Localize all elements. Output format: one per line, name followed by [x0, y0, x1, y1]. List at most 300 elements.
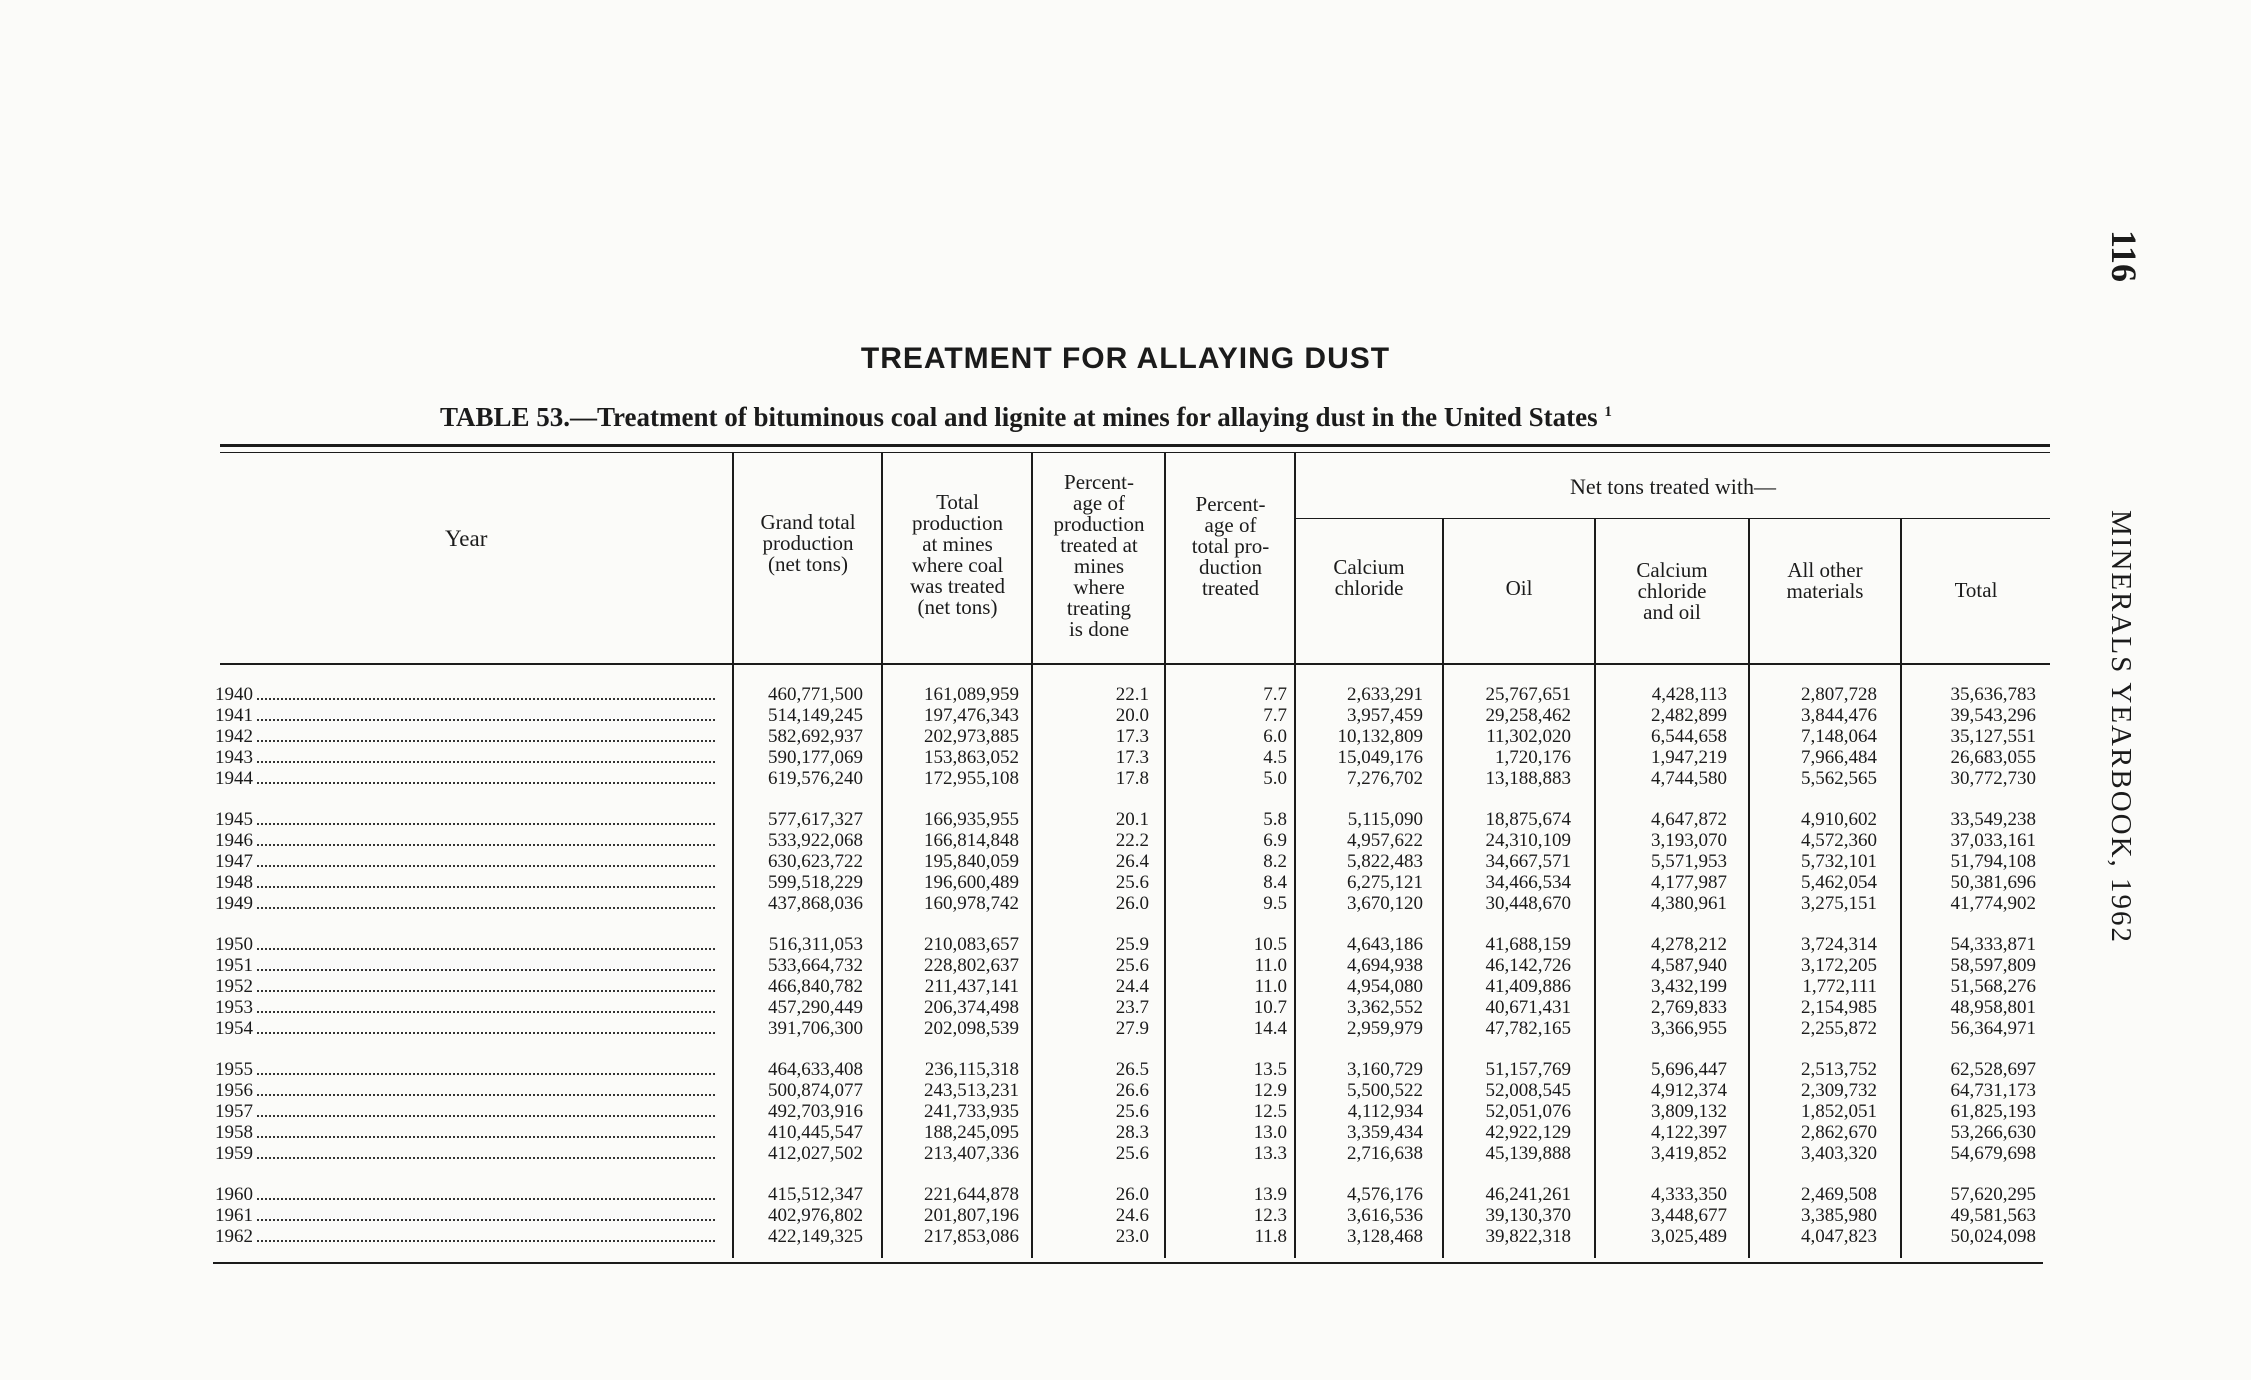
data-cell: 4,694,938	[1347, 955, 1423, 976]
data-cell: 22.1	[1115, 684, 1149, 705]
spacer-cell	[215, 1039, 2036, 1059]
header-line: and oil	[1643, 600, 1701, 624]
data-cell: 12.3	[1253, 1205, 1287, 1226]
year-value: 1957	[215, 1101, 256, 1122]
data-cell: 46,241,261	[1485, 1184, 1571, 1205]
header-line: Grand total	[760, 510, 856, 534]
data-cell: 37,033,161	[1950, 830, 2036, 851]
year-cell	[215, 1101, 723, 1122]
header-calcium-chloride-oil	[1596, 560, 1748, 623]
header-line: production	[912, 511, 1003, 535]
caption-text: TABLE 53.—Treatment of bituminous coal and lignite at mines for allaying dust in the United States	[440, 402, 1598, 432]
spacer-cell	[215, 1164, 2036, 1184]
data-cell: 41,774,902	[1950, 893, 2036, 914]
data-cell: 57,620,295	[1950, 1184, 2036, 1205]
data-cell: 437,868,036	[768, 893, 863, 914]
table-row	[215, 1184, 2036, 1205]
header-other-materials	[1750, 560, 1900, 602]
data-cell: 34,466,534	[1485, 872, 1571, 893]
data-cell: 402,976,802	[768, 1205, 863, 1226]
data-cell: 11.0	[1254, 976, 1287, 997]
data-cell: 17.3	[1115, 726, 1149, 747]
header-line: production	[1053, 512, 1145, 536]
spacer-cell	[215, 914, 2036, 934]
year-cell	[215, 1059, 723, 1080]
data-cell: 492,703,916	[768, 1101, 863, 1122]
data-cell: 160,978,742	[924, 893, 1019, 914]
data-cell: 29,258,462	[1485, 705, 1571, 726]
data-cell: 8.2	[1263, 851, 1287, 872]
data-cell: 3,403,320	[1801, 1143, 1877, 1164]
data-cell: 464,633,408	[768, 1059, 863, 1080]
year-value: 1955	[215, 1059, 256, 1080]
data-cell: 24.6	[1115, 1205, 1149, 1226]
table-row	[215, 893, 2036, 914]
year-value: 1962	[215, 1226, 256, 1247]
data-cell: 202,973,885	[924, 726, 1019, 747]
data-cell: 12.9	[1253, 1080, 1287, 1101]
year-cell	[215, 1184, 723, 1205]
data-cell: 3,809,132	[1651, 1101, 1727, 1122]
data-cell: 412,027,502	[768, 1143, 863, 1164]
header-line: treating	[1066, 596, 1132, 620]
data-cell: 11.0	[1254, 955, 1287, 976]
data-cell: 35,127,551	[1950, 726, 2036, 747]
data-cell: 217,853,086	[924, 1226, 1019, 1247]
header-line: at mines	[922, 532, 993, 556]
data-cell: 12.5	[1253, 1101, 1287, 1122]
year-value: 1949	[215, 893, 256, 914]
data-cell: 5,462,054	[1801, 872, 1877, 893]
data-cell: 3,193,070	[1651, 830, 1727, 851]
year-cell	[215, 934, 723, 955]
table-row	[215, 768, 2036, 789]
data-cell: 4,047,823	[1801, 1226, 1877, 1247]
data-cell: 6,544,658	[1651, 726, 1727, 747]
header-line: was treated	[909, 574, 1006, 598]
data-cell: 2,716,638	[1347, 1143, 1423, 1164]
year-value: 1960	[215, 1184, 256, 1205]
data-cell: 1,852,051	[1801, 1101, 1877, 1122]
table-row	[215, 997, 2036, 1018]
leader-dots	[257, 1157, 715, 1159]
leader-dots	[257, 1219, 715, 1221]
header-calcium-chloride	[1296, 557, 1442, 599]
data-cell: 41,688,159	[1485, 934, 1571, 955]
data-cell: 3,724,314	[1801, 934, 1877, 955]
data-cell: 236,115,318	[924, 1059, 1019, 1080]
data-cell: 5,696,447	[1651, 1059, 1727, 1080]
year-cell	[215, 1080, 723, 1101]
table-row	[215, 684, 2036, 705]
data-cell: 3,432,199	[1651, 976, 1727, 997]
data-cell: 410,445,547	[768, 1122, 863, 1143]
data-cell: 4,112,934	[1347, 1101, 1423, 1122]
header-year: Year	[445, 526, 488, 551]
data-cell: 53,266,630	[1950, 1122, 2036, 1143]
table-row	[215, 705, 2036, 726]
data-cell: 4,643,186	[1347, 934, 1423, 955]
table-row	[215, 726, 2036, 747]
header-line: Total	[936, 490, 979, 514]
data-cell: 4,333,350	[1651, 1184, 1727, 1205]
data-cell: 4,954,080	[1347, 976, 1423, 997]
leader-dots	[257, 1115, 715, 1117]
leader-dots	[257, 1136, 715, 1138]
data-cell: 8.4	[1263, 872, 1287, 893]
data-cell: 3,957,459	[1347, 705, 1423, 726]
group-spacer	[215, 1039, 2036, 1059]
leader-dots	[257, 782, 715, 784]
data-cell: 23.0	[1115, 1226, 1149, 1247]
group-header-rule	[1296, 518, 2050, 519]
data-cell: 25,767,651	[1485, 684, 1571, 705]
leader-dots	[257, 907, 715, 909]
year-value: 1952	[215, 976, 256, 997]
data-cell: 25.6	[1115, 1143, 1149, 1164]
table-row	[215, 1080, 2036, 1101]
group-spacer	[215, 789, 2036, 809]
data-cell: 2,482,899	[1651, 705, 1727, 726]
header-line: is done	[1068, 617, 1130, 641]
group-spacer	[215, 914, 2036, 934]
data-cell: 13.5	[1253, 1059, 1287, 1080]
data-cell: 201,807,196	[924, 1205, 1019, 1226]
header-line: materials	[1786, 579, 1864, 603]
data-cell: 5.8	[1263, 809, 1287, 830]
data-cell: 45,139,888	[1485, 1143, 1571, 1164]
data-cell: 202,098,539	[924, 1018, 1019, 1039]
year-value: 1954	[215, 1018, 256, 1039]
data-cell: 30,448,670	[1485, 893, 1571, 914]
data-cell: 1,947,219	[1651, 747, 1727, 768]
data-cell: 466,840,782	[768, 976, 863, 997]
data-cell: 172,955,108	[924, 768, 1019, 789]
data-cell: 62,528,697	[1950, 1059, 2036, 1080]
data-cell: 196,600,489	[924, 872, 1019, 893]
group-spacer	[215, 1164, 2036, 1184]
data-cell: 197,476,343	[924, 705, 1019, 726]
header-line: mines	[1073, 554, 1125, 578]
data-cell: 3,359,434	[1347, 1122, 1423, 1143]
table-row	[215, 934, 2036, 955]
header-oil	[1444, 578, 1594, 599]
data-cell: 599,518,229	[768, 872, 863, 893]
data-cell: 52,008,545	[1485, 1080, 1571, 1101]
data-cell: 9.5	[1263, 893, 1287, 914]
header-line: age of	[1204, 513, 1257, 537]
data-cell: 2,862,670	[1801, 1122, 1877, 1143]
year-value: 1947	[215, 851, 256, 872]
data-cell: 6,275,121	[1347, 872, 1423, 893]
table-row	[215, 830, 2036, 851]
year-cell	[215, 684, 723, 705]
data-cell: 13,188,883	[1485, 768, 1571, 789]
table-caption	[440, 402, 1612, 433]
data-cell: 50,024,098	[1950, 1226, 2036, 1247]
year-value: 1942	[215, 726, 256, 747]
leader-dots	[257, 948, 715, 950]
header-line: where coal	[911, 553, 1004, 577]
data-cell: 54,679,698	[1950, 1143, 2036, 1164]
year-value: 1941	[215, 705, 256, 726]
data-cell: 4,910,602	[1801, 809, 1877, 830]
year-value: 1946	[215, 830, 256, 851]
data-cell: 210,083,657	[924, 934, 1019, 955]
data-cell: 48,958,801	[1950, 997, 2036, 1018]
data-cell: 4,744,580	[1651, 768, 1727, 789]
data-cell: 3,670,120	[1347, 893, 1423, 914]
header-grand-total	[735, 512, 881, 575]
data-cell: 166,935,955	[924, 809, 1019, 830]
data-cell: 11.8	[1254, 1226, 1287, 1247]
data-cell: 10.7	[1253, 997, 1287, 1018]
data-cell: 64,731,173	[1950, 1080, 2036, 1101]
header-line: duction	[1199, 555, 1262, 579]
data-cell: 4,647,872	[1651, 809, 1727, 830]
year-cell	[215, 893, 723, 914]
data-cell: 27.9	[1115, 1018, 1149, 1039]
leader-dots	[257, 1032, 715, 1034]
data-cell: 61,825,193	[1950, 1101, 2036, 1122]
year-cell	[215, 955, 723, 976]
data-cell: 5,822,483	[1347, 851, 1423, 872]
data-cell: 39,822,318	[1485, 1226, 1571, 1247]
leader-dots	[257, 1073, 715, 1075]
data-cell: 26.4	[1115, 851, 1149, 872]
data-cell: 3,025,489	[1651, 1226, 1727, 1247]
header-line: chloride	[1334, 576, 1404, 600]
year-value: 1950	[215, 934, 256, 955]
header-line: chloride	[1637, 579, 1707, 603]
data-cell: 26.0	[1115, 893, 1149, 914]
data-cell: 51,568,276	[1950, 976, 2036, 997]
table-row	[215, 1101, 2036, 1122]
data-cell: 50,381,696	[1950, 872, 2036, 893]
data-cell: 2,807,728	[1801, 684, 1877, 705]
year-cell	[215, 726, 723, 747]
header-total	[1902, 580, 2050, 601]
data-cell: 7,148,064	[1801, 726, 1877, 747]
data-cell: 2,513,752	[1801, 1059, 1877, 1080]
data-cell: 52,051,076	[1485, 1101, 1571, 1122]
leader-dots	[257, 990, 715, 992]
header-line: Percent-	[1064, 470, 1134, 494]
data-cell: 533,922,068	[768, 830, 863, 851]
table-row	[215, 1059, 2036, 1080]
header-line: Calcium	[1333, 555, 1405, 579]
leader-dots	[257, 886, 715, 888]
data-cell: 41,409,886	[1485, 976, 1571, 997]
data-cell: 213,407,336	[924, 1143, 1019, 1164]
data-cell: 35,636,783	[1950, 684, 2036, 705]
data-cell: 5,115,090	[1347, 809, 1423, 830]
data-cell: 46,142,726	[1485, 955, 1571, 976]
data-cell: 26.6	[1115, 1080, 1149, 1101]
data-cell: 20.1	[1115, 809, 1149, 830]
data-cell: 7,276,702	[1347, 768, 1423, 789]
table-row	[215, 1143, 2036, 1164]
header-pct-total	[1167, 494, 1294, 599]
year-cell	[215, 768, 723, 789]
data-cell: 25.9	[1115, 934, 1149, 955]
year-cell	[215, 997, 723, 1018]
data-cell: 7.7	[1263, 684, 1287, 705]
data-cell: 4,587,940	[1651, 955, 1727, 976]
data-cell: 188,245,095	[924, 1122, 1019, 1143]
data-cell: 17.8	[1115, 768, 1149, 789]
data-cell: 26.5	[1115, 1059, 1149, 1080]
data-cell: 58,597,809	[1950, 955, 2036, 976]
data-cell: 4,177,987	[1651, 872, 1727, 893]
header-line: total pro-	[1191, 534, 1270, 558]
data-cell: 460,771,500	[768, 684, 863, 705]
data-cell: 22.2	[1115, 830, 1149, 851]
leader-dots	[257, 1094, 715, 1096]
spacer-cell	[215, 789, 2036, 809]
data-cell: 24.4	[1115, 976, 1149, 997]
data-cell: 221,644,878	[924, 1184, 1019, 1205]
data-cell: 2,255,872	[1801, 1018, 1877, 1039]
header-line: Oil	[1505, 576, 1533, 600]
data-cell: 7,966,484	[1801, 747, 1877, 768]
data-cell: 4,912,374	[1651, 1080, 1727, 1101]
header-line: production	[762, 531, 854, 555]
data-cell: 17.3	[1115, 747, 1149, 768]
data-cell: 40,671,431	[1485, 997, 1571, 1018]
table-row	[215, 747, 2036, 768]
year-cell	[215, 1205, 723, 1226]
leader-dots	[257, 740, 715, 742]
data-cell: 4.5	[1263, 747, 1287, 768]
data-cell: 161,089,959	[924, 684, 1019, 705]
data-cell: 4,278,212	[1651, 934, 1727, 955]
data-cell: 47,782,165	[1485, 1018, 1571, 1039]
bottom-rule	[213, 1262, 2043, 1264]
data-cell: 4,576,176	[1347, 1184, 1423, 1205]
header-net-tons-group: Net tons treated with—	[1570, 474, 1776, 499]
data-cell: 5,571,953	[1651, 851, 1727, 872]
data-cell: 2,154,985	[1801, 997, 1877, 1018]
data-cell: 49,581,563	[1950, 1205, 2036, 1226]
data-cell: 206,374,498	[924, 997, 1019, 1018]
data-cell: 1,720,176	[1495, 747, 1571, 768]
data-cell: 5.0	[1263, 768, 1287, 789]
year-value: 1961	[215, 1205, 256, 1226]
data-cell: 15,049,176	[1337, 747, 1423, 768]
year-value: 1943	[215, 747, 256, 768]
year-cell	[215, 1122, 723, 1143]
data-cell: 630,623,722	[768, 851, 863, 872]
header-line: Total	[1954, 578, 1998, 602]
data-cell: 3,616,536	[1347, 1205, 1423, 1226]
leader-dots	[257, 844, 715, 846]
year-cell	[215, 747, 723, 768]
leader-dots	[257, 1240, 715, 1242]
data-cell: 33,549,238	[1950, 809, 2036, 830]
table-row	[215, 976, 2036, 997]
data-cell: 30,772,730	[1950, 768, 2036, 789]
year-cell	[215, 830, 723, 851]
data-cell: 2,959,979	[1347, 1018, 1423, 1039]
data-cell: 51,794,108	[1950, 851, 2036, 872]
data-cell: 28.3	[1115, 1122, 1149, 1143]
section-heading: TREATMENT FOR ALLAYING DUST	[860, 342, 1391, 375]
caption-footnote: 1	[1604, 404, 1612, 420]
header-line: All other	[1787, 558, 1863, 582]
header-line: treated	[1201, 576, 1260, 600]
header-total-treated	[884, 492, 1031, 618]
data-cell: 2,469,508	[1801, 1184, 1877, 1205]
data-cell: 23.7	[1115, 997, 1149, 1018]
data-cell: 7.7	[1263, 705, 1287, 726]
header-line: where	[1073, 575, 1125, 599]
leader-dots	[257, 865, 715, 867]
data-cell: 5,500,522	[1347, 1080, 1423, 1101]
year-cell	[215, 809, 723, 830]
data-cell: 153,863,052	[924, 747, 1019, 768]
data-cell: 514,149,245	[768, 705, 863, 726]
data-cell: 56,364,971	[1950, 1018, 2036, 1039]
data-cell: 533,664,732	[768, 955, 863, 976]
data-cell: 3,160,729	[1347, 1059, 1423, 1080]
data-table	[215, 684, 2036, 1247]
year-cell	[215, 976, 723, 997]
leader-dots	[257, 969, 715, 971]
leader-dots	[257, 698, 715, 700]
header-line: Percent-	[1195, 492, 1266, 516]
data-cell: 42,922,129	[1485, 1122, 1571, 1143]
leader-dots	[257, 1011, 715, 1013]
data-cell: 3,419,852	[1651, 1143, 1727, 1164]
data-cell: 4,122,397	[1651, 1122, 1727, 1143]
header-line: (net tons)	[768, 552, 848, 576]
data-cell: 6.9	[1263, 830, 1287, 851]
data-cell: 4,957,622	[1347, 830, 1423, 851]
leader-dots	[257, 761, 715, 763]
data-cell: 14.4	[1253, 1018, 1287, 1039]
header-line: age of	[1073, 491, 1125, 515]
data-cell: 3,275,151	[1801, 893, 1877, 914]
table-row	[215, 1226, 2036, 1247]
year-value: 1945	[215, 809, 256, 830]
header-pct-at-mines	[1034, 472, 1164, 640]
header-top-rule	[220, 452, 2050, 453]
data-cell: 10.5	[1253, 934, 1287, 955]
data-cell: 582,692,937	[768, 726, 863, 747]
data-cell: 18,875,674	[1485, 809, 1571, 830]
data-cell: 3,362,552	[1347, 997, 1423, 1018]
year-value: 1944	[215, 768, 256, 789]
data-cell: 3,172,205	[1801, 955, 1877, 976]
data-cell: 26,683,055	[1950, 747, 2036, 768]
header-line: Calcium	[1636, 558, 1708, 582]
data-cell: 10,132,809	[1337, 726, 1423, 747]
page-number: 116	[2104, 230, 2144, 283]
year-value: 1948	[215, 872, 256, 893]
data-cell: 241,733,935	[924, 1101, 1019, 1122]
data-cell: 51,157,769	[1485, 1059, 1571, 1080]
data-cell: 39,130,370	[1485, 1205, 1571, 1226]
data-cell: 6.0	[1263, 726, 1287, 747]
data-cell: 4,572,360	[1801, 830, 1877, 851]
data-cell: 2,633,291	[1347, 684, 1423, 705]
data-cell: 54,333,871	[1950, 934, 2036, 955]
table-row	[215, 872, 2036, 893]
data-cell: 1,772,111	[1802, 976, 1877, 997]
data-cell: 20.0	[1115, 705, 1149, 726]
data-cell: 590,177,069	[768, 747, 863, 768]
